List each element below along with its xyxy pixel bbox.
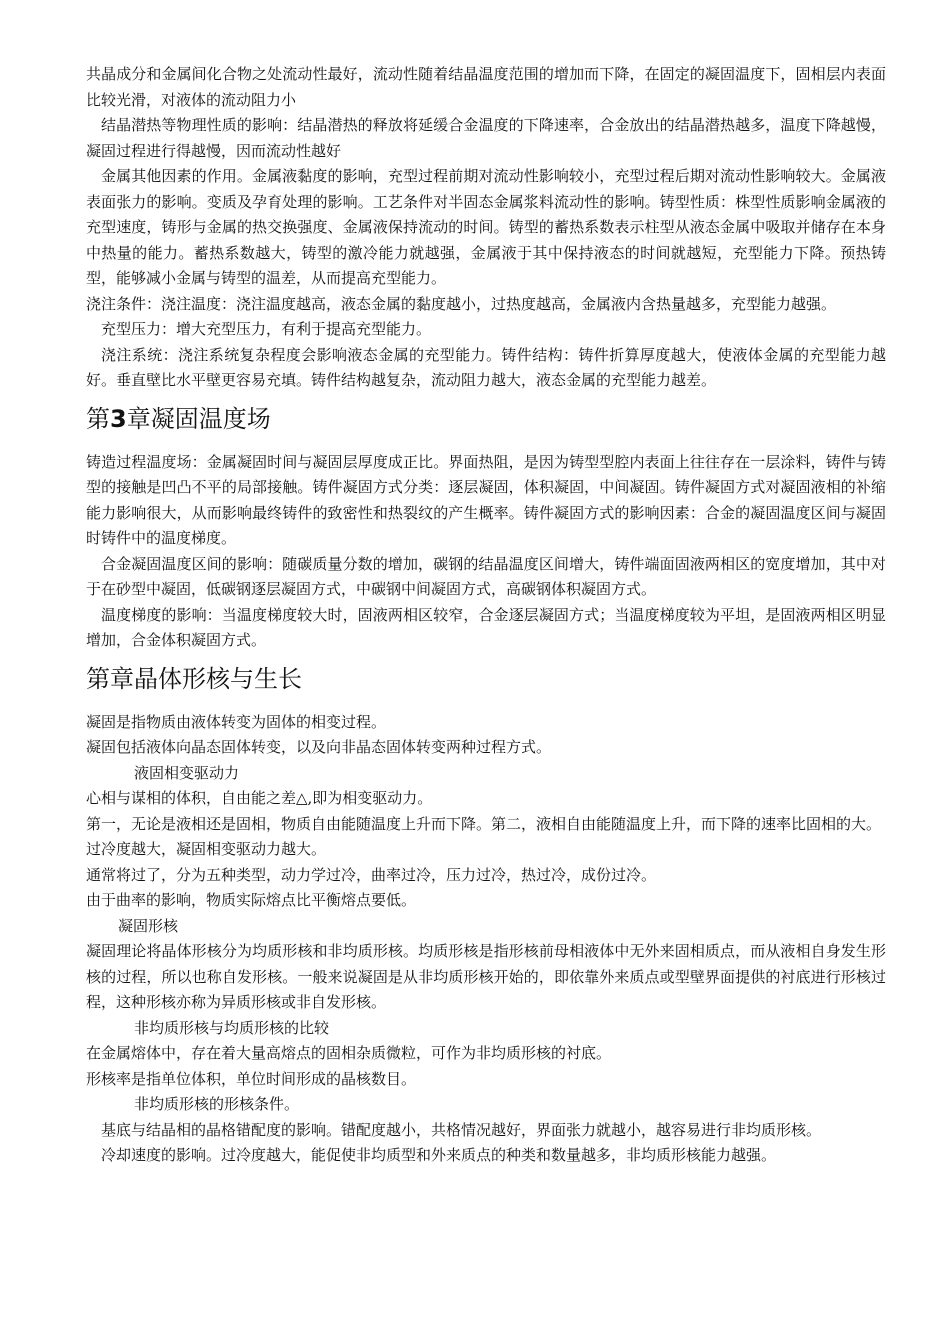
section-subheading: 液固相变驱动力 xyxy=(134,763,240,782)
chapter-heading xyxy=(86,404,886,434)
paragraph: 铸造过程温度场：金属凝固时间与凝固层厚度成正比。界面热阻，是因为铸型型腔内表面上往往存在一层涂料，铸件与铸型的接触是凹凸不平的局部接触。铸件凝固方式分类：逐层凝固，体积凝固，中间凝固。铸件凝固方式对凝固液相的补缩能力影响很大，从而影响最终铸件的致密性和热裂纹的产生概率。铸件凝固方式的影响因素：合金的凝固温度区间与凝固时铸件中的温度梯度。 xyxy=(86,452,886,547)
paragraph: 心相与谋相的体积，自由能之差△,即为相变驱动力。 xyxy=(86,789,433,807)
paragraph: 在金属熔体中，存在着大量高熔点的固相杂质微粒，可作为非均质形核的衬底。 xyxy=(86,1044,612,1062)
paragraph: 冷却速度的影响。过冷度越大，能促使非均质型和外来质点的种类和数量越多，非均质形核能力越强。 xyxy=(101,1146,777,1164)
paragraph: 通常将过了，分为五种类型，动力学过冷，曲率过冷，压力过冷，热过冷，成份过冷。 xyxy=(86,865,657,884)
section-subheading: 非均质形核的形核条件。 xyxy=(134,1095,300,1113)
paragraph: 浇注条件：浇注温度：浇注温度越高，液态金属的黏度越小，过热度越高，金属液内含热量越多，充型能力越强。 xyxy=(86,294,837,313)
paragraph: 基底与结晶相的晶格错配度的影响。错配度越小，共格情况越好，界面张力就越小，越容易进行非均质形核。 xyxy=(101,1120,822,1139)
paragraph: 金属其他因素的作用。金属液黏度的影响，充型过程前期对流动性影响较小，充型过程后期对流动性影响较大。金属液表面张力的影响。变质及孕育处理的影响。工艺条件对半固态金属浆料流动性的影响。铸型性质：株型性质影响金属液的充型速度，铸形与金属的热交换强度、金属液保持流动的时间。铸型的蓄热系数表示柱型从液态金属中吸取并储存在本身中热量的能力。蓄热系数越大，铸型的激冷能力就越强，金属液于其中保持液态的时间就越短，充型能力下降。预热铸型，能够减小金属与铸型的温差，从而提高充型能力。 xyxy=(86,167,886,287)
chapter-heading xyxy=(86,664,886,694)
paragraph: 凝固理论将晶体形核分为均质形核和非均质形核。均质形核是指形核前母相液体中无外来固相质点，而从液相自身发生形核的过程，所以也称自发形核。一般来说凝固是从非均质形核开始的，即依靠外来质点或型壁界面提供的衬底进行形核过程，这种形核亦称为异质形核或非自发形核。 xyxy=(86,942,886,1011)
section-subheading: 非均质形核与均质形核的比较 xyxy=(134,1018,330,1037)
paragraph: 浇注系统：浇注系统复杂程度会影响液态金属的充型能力。铸件结构：铸件折算厚度越大，使液体金属的充型能力越好。垂直壁比水平壁更容易充填。铸件结构越复杂，流动阻力越大，液态金属的充型能力越差。 xyxy=(86,345,886,389)
paragraph: 温度梯度的影响：当温度梯度较大时，固液两相区较窄，合金逐层凝固方式；当温度梯度较为平坦，是固液两相区明显增加，合金体积凝固方式。 xyxy=(86,605,886,649)
chapter-heading-number: 3 xyxy=(110,404,127,433)
document-page xyxy=(86,62,886,1169)
paragraph: 合金凝固温度区间的影响：随碳质量分数的增加，碳钢的结晶温度区间增大，铸件端面固液两相区的宽度增加，其中对于在砂型中凝固，低碳钢逐层凝固方式，中碳钢中间凝固方式，高碳钢体积凝固方式。 xyxy=(86,554,886,598)
paragraph: 结晶潜热等物理性质的影响：结晶潜热的释放将延缓合金温度的下降速率，合金放出的结晶潜热越多，温度下降越慢，凝固过程进行得越慢，因而流动性越好 xyxy=(86,116,886,160)
paragraph: 由于曲率的影响，物质实际熔点比平衡熔点要低。 xyxy=(86,891,417,909)
paragraph: 形核率是指单位体积，单位时间形成的晶核数目。 xyxy=(86,1069,417,1088)
paragraph: 共晶成分和金属间化合物之处流动性最好，流动性随着结晶温度范围的增加而下降，在固定的凝固温度下，固相层内表面比较光滑，对液体的流动阻力小 xyxy=(86,65,886,109)
chapter-heading-text: 第章晶体形核与生长 xyxy=(86,664,302,693)
chapter-heading-prefix: 第 xyxy=(86,404,110,433)
chapter-heading-text: 章凝固温度场 xyxy=(126,404,271,433)
paragraph: 凝固包括液体向晶态固体转变，以及向非晶态固体转变两种过程方式。 xyxy=(86,738,552,756)
paragraph: 过冷度越大，凝固相变驱动力越大。 xyxy=(86,840,327,858)
paragraph: 凝固是指物质由液体转变为固体的相变过程。 xyxy=(86,712,387,731)
paragraph: 充型压力：增大充型压力，有利于提高充型能力。 xyxy=(101,320,432,338)
section-subheading: 凝固形核 xyxy=(118,916,179,935)
paragraph: 第一，无论是液相还是固相，物质自由能随温度上升而下降。第二，液相自由能随温度上升，而下降的速率比固相的大。 xyxy=(86,814,882,833)
